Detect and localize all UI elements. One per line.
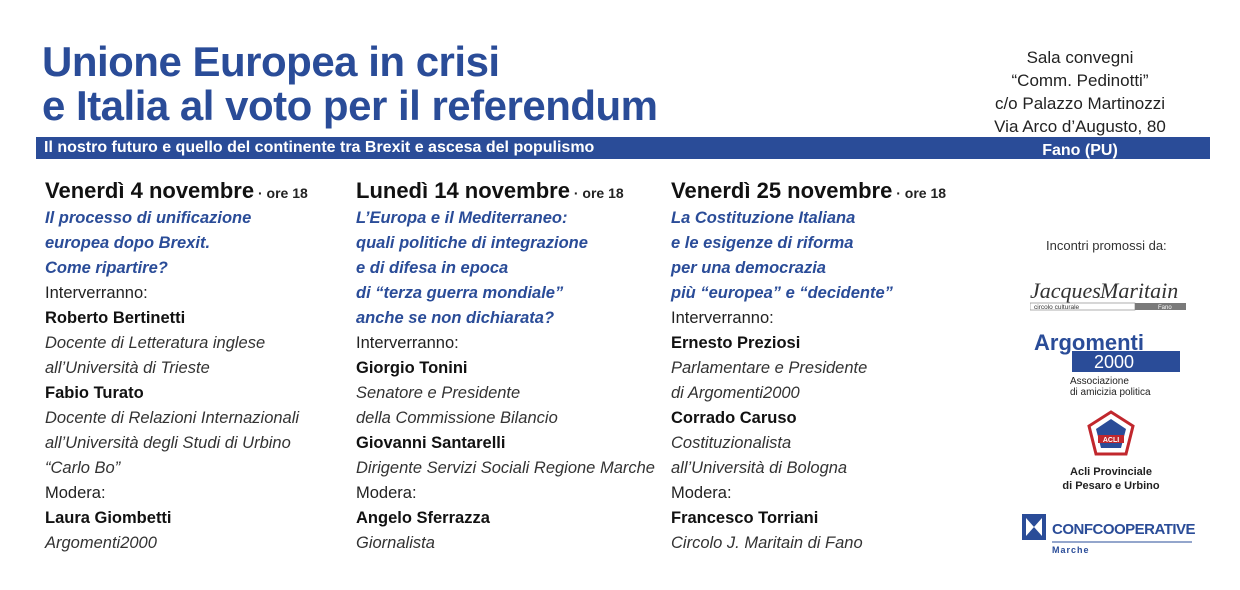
speaker-name: Giorgio Tonini: [356, 359, 468, 377]
maritain-logo-name-a: Jacques: [1030, 278, 1101, 303]
event-topic-line: Come ripartire?: [45, 259, 168, 277]
acli-logo: [1056, 410, 1166, 496]
speaker-role: Docente di Letteratura inglese: [45, 334, 266, 352]
event-time: · ore 18: [892, 185, 947, 201]
speaker-role: all’Università degli Studi di Urbino: [45, 434, 291, 452]
venue-line: Via Arco d’Augusto, 80: [994, 117, 1166, 136]
speaker-role: Docente di Relazioni Internazionali: [45, 409, 300, 427]
argomenti-logo-number: 2000: [1094, 352, 1135, 372]
event-topic-line: L’Europa e il Mediterraneo:: [356, 209, 568, 227]
event-topic-line: europea dopo Brexit.: [45, 234, 211, 252]
argomenti-logo-name: Argomenti: [1034, 330, 1144, 355]
venue-city: Fano (PU): [1042, 142, 1118, 159]
speaker-role: della Commissione Bilancio: [356, 409, 558, 427]
speakers-label: Interverranno:: [671, 309, 774, 327]
event-date: Venerdì 25 novembre: [671, 178, 893, 203]
speakers-label: Interverranno:: [45, 284, 148, 302]
speaker-name: Giovanni Santarelli: [356, 434, 506, 452]
speaker-role: all’Università di Bologna: [671, 459, 848, 477]
page-title: [42, 40, 658, 128]
event-topic-line: più “europea” e “decidente”: [671, 284, 893, 302]
event-topic-line: anche se non dichiarata?: [356, 309, 555, 327]
argomenti2000-logo: [1032, 330, 1182, 398]
venue-line: “Comm. Pedinotti”: [1011, 71, 1149, 90]
speaker-role: Costituzionalista: [671, 434, 792, 452]
maritain-logo-name-b: Maritain: [1100, 278, 1179, 303]
moderator-label: Modera:: [356, 484, 417, 502]
title-line-1: Unione Europea in crisi: [42, 38, 500, 85]
event-date: Lunedì 14 novembre: [356, 178, 570, 203]
venue-line: c/o Palazzo Martinozzi: [994, 94, 1166, 113]
event-topic-line: e di difesa in epoca: [356, 259, 509, 277]
moderator-name: Angelo Sferrazza: [356, 509, 490, 527]
speaker-name: Ernesto Preziosi: [671, 334, 801, 352]
conf-logo-name: CONFCOOPERATIVE: [1052, 521, 1196, 538]
speaker-name: Corrado Caruso: [671, 409, 797, 427]
event-topic-line: La Costituzione Italiana: [671, 209, 856, 227]
subtitle: Il nostro futuro e quello del continente tra Brexit e ascesa del populismo: [44, 139, 595, 156]
venue-line: Sala convegni: [1026, 48, 1134, 67]
event-column-3: [671, 178, 946, 556]
event-date: Venerdì 4 novembre: [45, 178, 255, 203]
event-column-2: [356, 178, 655, 556]
maritain-logo-sub-b: Fano: [1158, 305, 1172, 311]
moderator-label: Modera:: [45, 484, 106, 502]
maritain-logo: [1030, 270, 1186, 316]
confcooperative-logo: [1020, 512, 1196, 558]
speaker-name: Roberto Bertinetti: [45, 309, 186, 327]
maritain-logo-sub-a: circolo culturale: [1034, 304, 1080, 311]
moderator-label: Modera:: [671, 484, 732, 502]
title-line-2: e Italia al voto per il referendum: [42, 82, 658, 129]
moderator-role: Argomenti2000: [45, 534, 157, 552]
event-topic-line: di “terza guerra mondiale”: [356, 284, 564, 302]
speaker-role: Senatore e Presidente: [356, 384, 521, 402]
speaker-role: “Carlo Bo”: [45, 459, 121, 477]
speaker-role: Parlamentare e Presidente: [671, 359, 868, 377]
event-column-1: [45, 178, 308, 556]
speaker-name: Fabio Turato: [45, 384, 144, 402]
event-topic-line: quali politiche di integrazione: [356, 234, 588, 252]
moderator-name: Laura Giombetti: [45, 509, 172, 527]
moderator-name: Francesco Torriani: [671, 509, 819, 527]
acli-name-line: Acli Provinciale: [1070, 466, 1152, 478]
acli-name-line: di Pesaro e Urbino: [1062, 480, 1160, 492]
event-topic-line: per una democrazia: [671, 259, 826, 277]
argomenti-logo-sub1: Associazione: [1070, 376, 1129, 387]
promoters-label: Incontri promossi da:: [1046, 238, 1167, 253]
event-time: · ore 18: [254, 185, 308, 201]
event-topic-line: e le esigenze di riforma: [671, 234, 854, 252]
acli-badge-text: ACLI: [1102, 437, 1120, 444]
argomenti-logo-sub2: di amicizia politica: [1070, 387, 1151, 398]
event-topic-line: Il processo di unificazione: [45, 209, 252, 227]
conf-logo-region: Marche: [1052, 545, 1090, 555]
speaker-role: Dirigente Servizi Sociali Regione Marche: [356, 459, 655, 477]
speaker-role: di Argomenti2000: [671, 384, 800, 402]
moderator-role: Giornalista: [356, 534, 435, 552]
venue-info: [960, 46, 1200, 162]
event-time: · ore 18: [569, 185, 624, 201]
speakers-label: Interverranno:: [356, 334, 459, 352]
moderator-role: Circolo J. Maritain di Fano: [671, 534, 863, 552]
acli-emblem-icon: [1086, 410, 1136, 460]
speaker-role: all’Università di Trieste: [45, 359, 210, 377]
